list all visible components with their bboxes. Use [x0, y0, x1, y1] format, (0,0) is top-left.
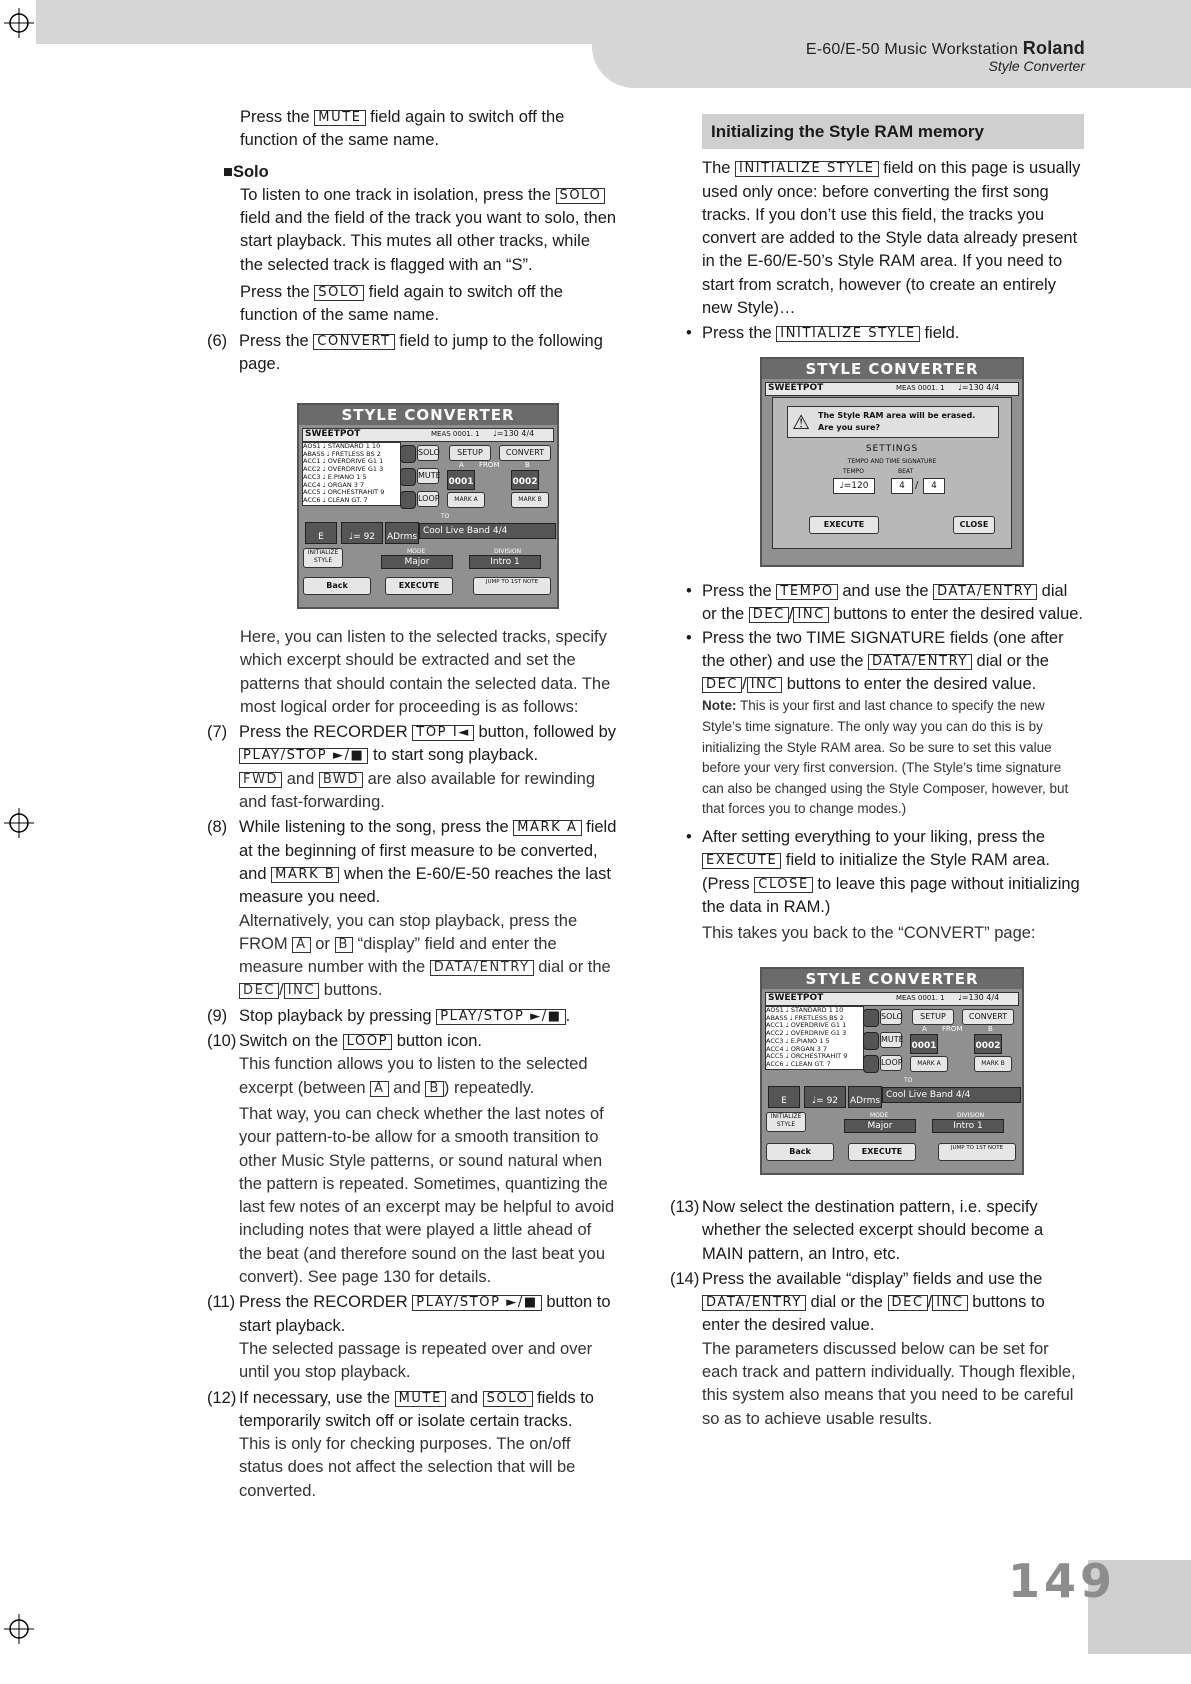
mode-label: MODE [407, 548, 426, 555]
warning-box [787, 406, 999, 438]
measure: MEAS 0001. 1 [431, 430, 480, 438]
section-title: Style Converter [988, 58, 1085, 74]
loop-button[interactable]: LOOP [880, 1055, 902, 1071]
screen-title: STYLE CONVERTER [762, 969, 1022, 989]
song-bar [765, 382, 1019, 396]
warning-icon: ⚠ [792, 410, 810, 434]
track-row[interactable]: AOS1 ♩ STANDARD 1 10 [766, 1006, 844, 1014]
convert-screen-2 [760, 967, 1024, 1175]
division-label: DIVISION [494, 548, 522, 555]
song-bar [765, 992, 1019, 1006]
track-row[interactable]: ACC6 ♩ CLEAN GT. 7 [766, 1059, 831, 1068]
mark-a-button[interactable]: MARK A [447, 492, 485, 508]
registration-mark-icon [4, 8, 34, 38]
step-7: (7) Press the RECORDER TOP I◄ button, followed by PLAY/STOP ►/■ to start song playback. FWD and BWD are also available for rewinding and fast-forwarding. [207, 723, 617, 812]
song-bar [302, 428, 554, 442]
to-style-field[interactable]: Cool Live Band 4/4 [419, 523, 556, 539]
to-style-field[interactable]: Cool Live Band 4/4 [882, 1087, 1021, 1103]
paragraph: Press the MUTE field again to switch off the function of the same name. [240, 108, 565, 150]
execute-button[interactable]: EXECUTE [809, 516, 879, 534]
convert-button[interactable]: CONVERT [962, 1009, 1014, 1025]
tempo-label: TEMPO [843, 468, 864, 475]
settings-sublabel: TEMPO AND TIME SIGNATURE [847, 458, 937, 465]
section-heading: Initializing the Style RAM memory [702, 114, 1084, 149]
from-a-label: A [922, 1025, 927, 1033]
track-row[interactable]: ACC3 ♩ E.PIANO 1 5 [303, 472, 367, 481]
right-column-middle [686, 580, 1084, 946]
execute-button[interactable]: EXECUTE [848, 1143, 916, 1161]
beat-numerator-field[interactable]: 4 [891, 478, 913, 494]
solo-button[interactable]: SOLO [417, 445, 439, 461]
to-label: TO [441, 513, 450, 520]
tempo-field[interactable]: ♩=120 [833, 478, 875, 494]
right-column-top [686, 114, 1084, 346]
bar-b-field[interactable]: 0002 [974, 1034, 1002, 1054]
step-11: (11) Press the RECORDER PLAY/STOP ►/■ button to start playback. The selected passage is repeated over and over until you stop playback. [207, 1293, 611, 1382]
close-button[interactable]: CLOSE [953, 516, 995, 534]
track-row[interactable]: AOS1 ♩ STANDARD 1 10 [303, 442, 381, 450]
paragraph: Here, you can listen to the selected tracks, specify which excerpt should be extracted and set the patterns that should contain the selected data. The most logical order for proceeding is as follows: [240, 628, 611, 716]
from-b-label: B [525, 461, 530, 469]
solo-knob-icon[interactable] [863, 1009, 879, 1027]
solo-knob-icon[interactable] [400, 445, 416, 463]
track-row[interactable]: ACC3 ♩ E.PIANO 1 5 [766, 1036, 830, 1045]
loop-button[interactable]: LOOP [417, 491, 439, 507]
loop-knob-icon[interactable] [400, 491, 416, 509]
track-row[interactable]: ACC1 ♩ OVERDRIVE G1 1 [303, 457, 384, 466]
measure: MEAS 0001. 1 [896, 384, 945, 392]
jump-to-first-note-button[interactable]: JUMP TO 1ST NOTE [473, 577, 551, 595]
back-button[interactable]: Back [303, 577, 371, 595]
mode-field[interactable]: Major [844, 1119, 916, 1133]
tempo-field[interactable]: ♩= 92 [341, 522, 383, 544]
track-row[interactable]: ABASS ♩ FRETLESS BS 2 [303, 449, 381, 458]
setup-button[interactable]: SETUP [912, 1009, 954, 1025]
screen-title: STYLE CONVERTER [299, 405, 557, 425]
note: Note: This is your first and last chance to specify the new Style’s time signature. The only way you can do this is by initializing the Style RAM area. So be sure to set this value before your very first conversion. (The Style’s time signature can also be changed using the Style Composer, however, but that forces you to change modes.) [702, 698, 1069, 817]
convert-button[interactable]: CONVERT [499, 445, 551, 461]
step-14: (14) Press the available “display” fields and use the DATA/ENTRY dial or the DEC / INC buttons to enter the desired value. The parameters discussed below can be set for each track and pattern individually. Though flexible, this system also means that you need to be careful so as to achieve usable results. [670, 1269, 1076, 1428]
track-row[interactable]: ABASS ♩ FRETLESS BS 2 [766, 1013, 844, 1022]
bullet-item: • Press the TEMPO and use the DATA/ENTRY dial or the DEC / INC buttons to enter the desired value. [686, 582, 1084, 624]
track-field[interactable]: ADrms [385, 522, 419, 544]
bullet-item: • After setting everything to your liking, press the EXECUTE field to initialize the Style RAM area. (Press CLOSE to leave this page without initializing the data in RAM.) [686, 828, 1080, 916]
initialize-style-button[interactable]: INITIALIZE STYLE [766, 1112, 806, 1132]
mode-field[interactable]: Major [381, 555, 453, 569]
step-8: (8) While listening to the song, press the MARK A field at the beginning of first measure to be converted, and MARK B when the E-60/E-50 reaches the last measure you need. Alternatively, you can stop playback, press the FROM A or B “display” field and enter the measure number with the DATA/ENTRY dial or the DEC / INC buttons. [207, 818, 617, 1000]
track-row[interactable]: ACC4 ♩ ORGAN 3 7 [766, 1044, 828, 1053]
left-column-top [207, 106, 617, 376]
track-row[interactable]: ACC4 ♩ ORGAN 3 7 [303, 480, 365, 489]
mark-a-button[interactable]: MARK A [910, 1056, 948, 1072]
slash: / [915, 480, 919, 491]
from-label: FROM [479, 461, 500, 469]
warning-text: The Style RAM area will be erased. [818, 411, 976, 420]
track-row[interactable]: ACC6 ♩ CLEAN GT. 7 [303, 495, 368, 504]
registration-mark-icon [4, 808, 34, 838]
from-a-label: A [459, 461, 464, 469]
initialize-style-button[interactable]: INITIALIZE STYLE [303, 548, 343, 568]
settings-label: SETTINGS [865, 444, 919, 454]
song-name: SWEETPOT [305, 429, 361, 439]
running-header: E-60/E-50 Music Workstation Roland [805, 38, 1085, 58]
mute-knob-icon[interactable] [400, 468, 416, 486]
tempo-field[interactable]: ♩= 92 [804, 1086, 846, 1108]
mute-button[interactable]: MUTE [417, 468, 439, 484]
warning-question: Are you sure? [818, 423, 881, 432]
bar-a-field[interactable]: 0001 [447, 470, 475, 490]
measure: MEAS 0001. 1 [896, 994, 945, 1002]
left-column-bottom [207, 626, 617, 1503]
beat-denominator-field[interactable]: 4 [923, 478, 945, 494]
from-label: FROM [942, 1025, 963, 1033]
back-button[interactable]: Back [766, 1143, 834, 1161]
mark-b-button[interactable]: MARK B [511, 492, 549, 508]
right-column-bottom [670, 1196, 1084, 1431]
step-6: (6) Press the CONVERT field to jump to the following page. [207, 331, 603, 373]
from-b-label: B [988, 1025, 993, 1033]
step-10: (10) Switch on the LOOP button icon. This function allows you to listen to the selected excerpt (between A and B ) repeatedly. That way, you can check whether the last notes of your pattern-to-be allow for a smooth transition to other Music Style patterns, or sound natural when the pattern is repeated. Sometimes, quantizing the last few notes of an excerpt may be helpful to avoid including notes that were played a little ahead of the beat (and therefore sound on the last beat you convert). See page 130 for details. [207, 1032, 615, 1287]
beat-label: BEAT [898, 468, 914, 475]
step-12: (12) If necessary, use the MUTE and SOLO fields to temporarily switch off or isolate certain tracks. This is only for checking purposes. The on/off status does not affect the selection that will be converted. [207, 1388, 594, 1500]
bullet-item: • Press the two TIME SIGNATURE fields (one after the other) and use the DATA/ENTRY dial or the DEC / INC buttons to enter the desired value. [686, 628, 1064, 694]
page-number: 149 [1008, 1554, 1117, 1608]
tempo-display: ♩=130 4/4 [958, 383, 1000, 392]
bar-b-field[interactable]: 0002 [511, 470, 539, 490]
mode-label: MODE [870, 1112, 889, 1119]
division-field[interactable]: Intro 1 [932, 1119, 1004, 1133]
paragraph: The INITIALIZE STYLE field on this page is usually used only once: before converting the first song tracks. If you don’t use this field, the tracks you convert are added to the Style data already present in the E-60/E-50’s Style RAM area. If you need to start from scratch, however (to create an entirely new Style)… [702, 159, 1081, 318]
division-label: DIVISION [957, 1112, 985, 1119]
confirm-dialog [772, 397, 1012, 549]
key-field[interactable]: E [305, 522, 337, 544]
paragraph: Press the SOLO field again to switch off the function of the same name. [240, 283, 563, 325]
song-name: SWEETPOT [768, 993, 824, 1003]
tempo-display: ♩=130 4/4 [958, 993, 1000, 1002]
bullet-item: • Press the INITIALIZE STYLE field. [686, 324, 960, 343]
bar-a-field[interactable]: 0001 [910, 1034, 938, 1054]
convert-screen [297, 403, 559, 609]
solo-button[interactable]: SOLO [880, 1009, 902, 1025]
paragraph: This takes you back to the “CONVERT” page: [702, 924, 1036, 943]
execute-button[interactable]: EXECUTE [385, 577, 453, 595]
registration-mark-icon [4, 1614, 34, 1644]
mute-knob-icon[interactable] [863, 1032, 879, 1050]
song-name: SWEETPOT [768, 383, 824, 393]
track-row[interactable]: ACC5 ♩ ORCHESTRAHIT 9 [766, 1052, 848, 1061]
track-row[interactable]: ACC1 ♩ OVERDRIVE G1 1 [766, 1021, 847, 1030]
mute-button[interactable]: MUTE [880, 1032, 902, 1048]
subheading: ■Solo [223, 162, 269, 181]
setup-button[interactable]: SETUP [449, 445, 491, 461]
initialize-screen [760, 357, 1024, 567]
paragraph: To listen to one track in isolation, press the SOLO field and the field of the track you want to solo, then start playback. This mutes all other tracks, while the selected track is flagged with an “S”. [240, 185, 617, 274]
track-row[interactable]: ACC5 ♩ ORCHESTRAHIT 9 [303, 488, 385, 497]
step-13: (13) Now select the destination pattern, i.e. specify whether the selected excerpt should become a MAIN pattern, an Intro, etc. [670, 1198, 1044, 1263]
track-row[interactable]: ACC2 ♩ OVERDRIVE G1 3 [303, 465, 384, 474]
key-field[interactable]: E [768, 1086, 800, 1108]
mark-b-button[interactable]: MARK B [974, 1056, 1012, 1072]
screen-title: STYLE CONVERTER [762, 359, 1022, 379]
tempo-display: ♩=130 4/4 [493, 429, 535, 438]
track-list[interactable] [765, 1006, 864, 1070]
division-field[interactable]: Intro 1 [469, 555, 541, 569]
track-row[interactable]: ACC2 ♩ OVERDRIVE G1 3 [766, 1029, 847, 1038]
loop-knob-icon[interactable] [863, 1055, 879, 1073]
jump-to-first-note-button[interactable]: JUMP TO 1ST NOTE [938, 1143, 1016, 1161]
track-field[interactable]: ADrms [848, 1086, 882, 1108]
step-9: (9) Stop playback by pressing PLAY/STOP ►/■ . [207, 1006, 571, 1025]
track-list[interactable] [302, 442, 401, 506]
to-label: TO [904, 1077, 913, 1084]
